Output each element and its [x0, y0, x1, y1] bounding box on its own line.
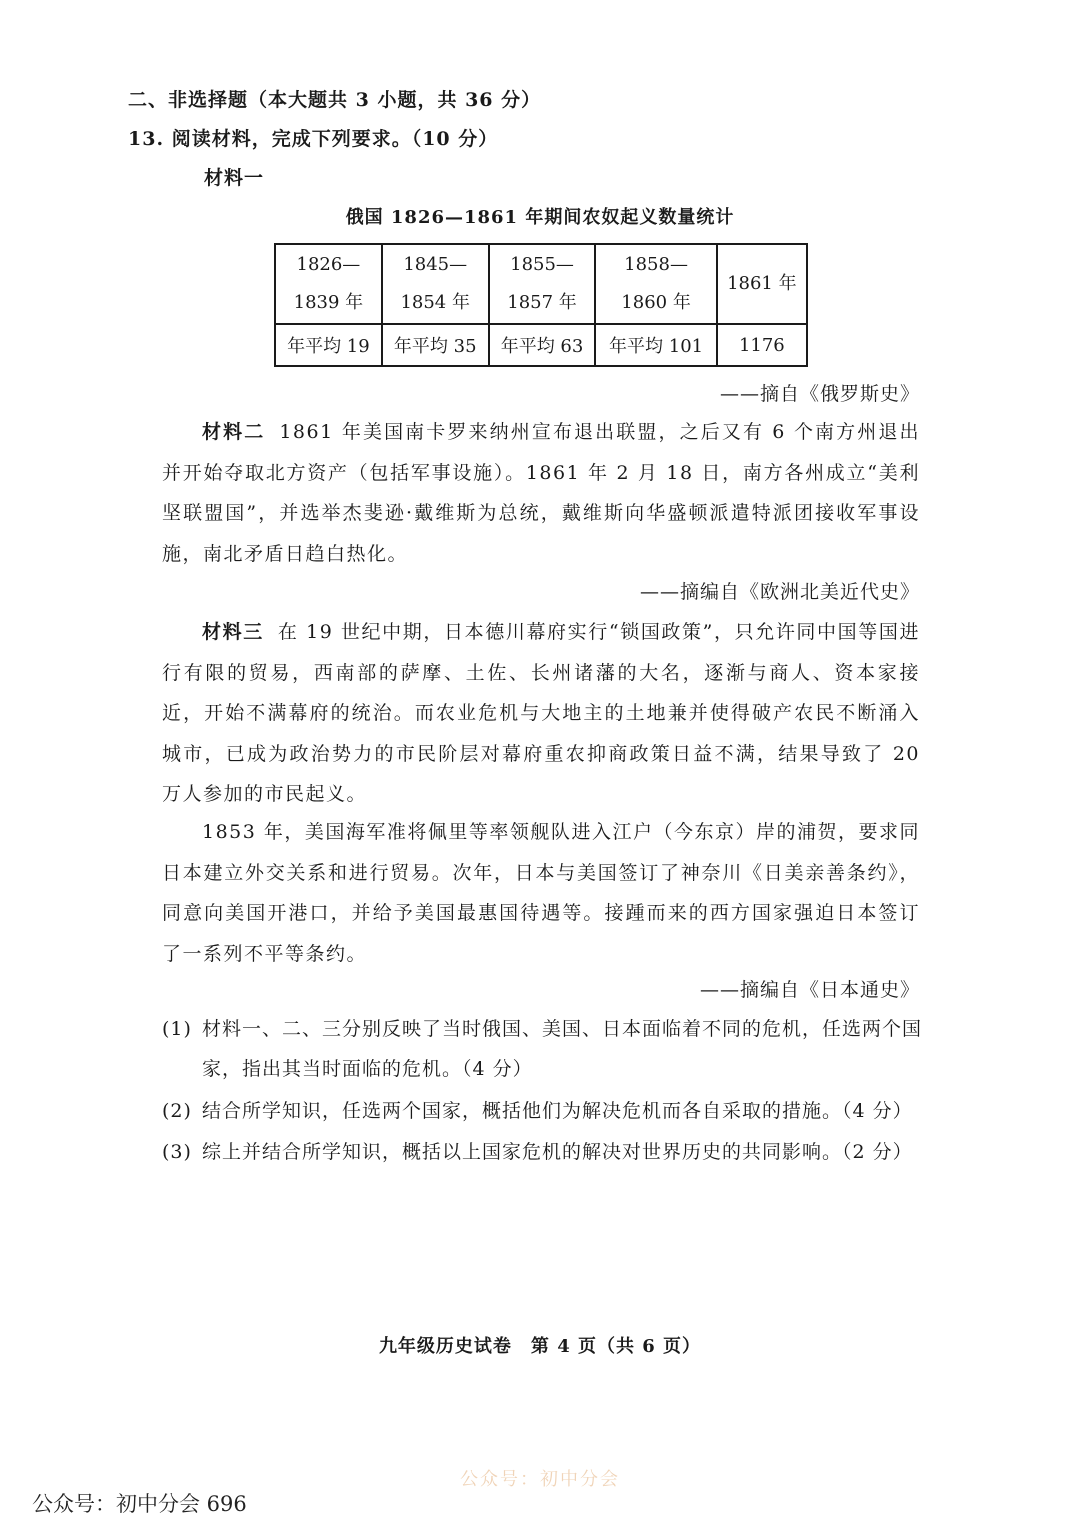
material3-text-1: 在 19 世纪中期，日本德川幕府实行“锁国政策”，只允许同中国等国进行有限的贸易，西南部的萨摩、土佐、长州诸藩的大名，逐渐与商人、资本家接近，开始不满幕府的统治。而农业危机与大地主的土地兼并使得破产农民不断涌入城市，已成为政治势力的市民阶层对幕府重农抑商政策日益不满，结果导致了 20 万人参加的市民起义。 — [162, 621, 920, 805]
table-cell-period: 1861 年 — [717, 244, 807, 324]
table-cell-period: 1858— 1860 年 — [595, 244, 716, 324]
sub-question-2 — [162, 1097, 922, 1125]
material3-label: 材料三 — [202, 621, 264, 643]
sub-question-1-continued: 家，指出其当时面临的危机。（4 分） — [202, 1058, 533, 1080]
sub-question-number: (1) — [162, 1018, 192, 1040]
section-heading: 二、非选择题（本大题共 3 小题，共 36 分） — [128, 89, 542, 111]
material2-paragraph — [162, 412, 920, 574]
table-cell-period: 1845— 1854 年 — [382, 244, 489, 324]
sub-question-text: 结合所学知识，任选两个国家，概括他们为解决危机而各自采取的措施。（4 分） — [202, 1100, 913, 1122]
sub-question-text: 综上并结合所学知识，概括以上国家危机的解决对世界历史的共同影响。（2 分） — [202, 1141, 913, 1163]
sub-question-number: (2) — [162, 1100, 192, 1122]
table-cell-value: 年平均 35 — [382, 324, 489, 366]
question-13-prompt — [128, 125, 498, 153]
watermark-center: 公众号：初中分会 — [460, 1469, 620, 1490]
table-cell-value: 年平均 101 — [595, 324, 716, 366]
material3-paragraph-1 — [162, 612, 920, 815]
material1-source: ——摘自《俄罗斯史》 — [719, 383, 920, 405]
material3-source: ——摘编自《日本通史》 — [699, 979, 920, 1001]
material3-paragraph-2: 1853 年，美国海军准将佩里等率领舰队进入江户（今东京）岸的浦贺，要求同日本建立外交关系和进行贸易。次年，日本与美国签订了神奈川《日美亲善条约》，同意向美国开港口，并给予美国最惠国待遇等。接踵而来的西方国家强迫日本签订了一系列不平等条约。 — [162, 821, 920, 965]
watermark-left: 公众号：初中分会 696 — [32, 1492, 247, 1516]
table-cell-period: 1826— 1839 年 — [275, 244, 382, 324]
sub-question-3 — [162, 1138, 922, 1166]
table-row-periods — [275, 244, 807, 324]
sub-question-text: 材料一、二、三分别反映了当时俄国、美国、日本面临着不同的危机，任选两个国 — [202, 1018, 923, 1040]
question-number: 13. — [128, 128, 165, 150]
material2-source: ——摘编自《欧洲北美近代史》 — [639, 581, 920, 603]
table-cell-value: 年平均 19 — [275, 324, 382, 366]
table-cell-value: 年平均 63 — [489, 324, 596, 366]
page-footer: 九年级历史试卷 第 4 页（共 6 页） — [378, 1336, 702, 1357]
material1-label: 材料一 — [204, 167, 265, 189]
material2-label: 材料二 — [202, 421, 266, 443]
question-prompt: 阅读材料，完成下列要求。（10 分） — [171, 128, 499, 150]
material2-text: 1861 年美国南卡罗来纳州宣布退出联盟，之后又有 6 个南方州退出并开始夺取北方资产（包括军事设施）。1861 年 2 月 18 日，南方各州成立“美利坚联盟国”，并选举杰斐逊·戴维斯为总统，戴维斯向华盛顿派遣特派团接收军事设施，南北矛盾日趋白热化。 — [162, 421, 920, 565]
table-row-values — [275, 324, 807, 366]
table-title: 俄国 1826—1861 年期间农奴起义数量统计 — [345, 207, 735, 228]
serf-uprising-table — [274, 243, 808, 367]
table-cell-period: 1855— 1857 年 — [489, 244, 596, 324]
sub-question-number: (3) — [162, 1141, 192, 1163]
table-cell-value: 1176 — [717, 324, 807, 366]
sub-question-1 — [162, 1015, 922, 1043]
